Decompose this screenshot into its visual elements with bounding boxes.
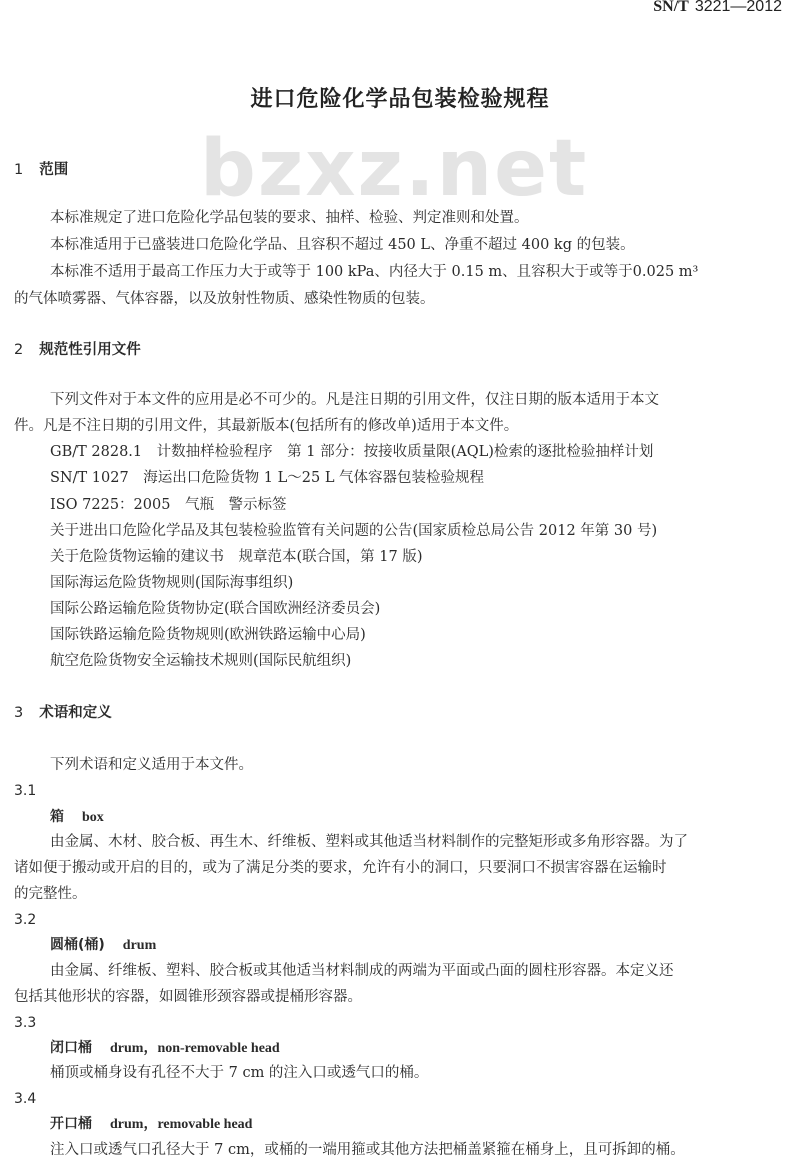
section-3-heading [14, 703, 112, 723]
reference-item: 关于危险货物运输的建议书 规章范本(联合国，第 17 版) [50, 549, 423, 565]
term-en: drum [122, 938, 157, 953]
section-number: 2 [14, 342, 24, 358]
reference-item: 国际公路运输危险货物协定(联合国欧洲经济委员会) [50, 601, 381, 617]
definition-line: 由金属、木材、胶合板、再生木、纤维板、塑料或其他适当材料制作的完整矩形或多角形容器。为了 [50, 834, 688, 850]
clause-number: 3.4 [14, 1091, 37, 1107]
section-title: 范围 [39, 162, 69, 178]
reference-item: 国际海运危险货物规则(国际海事组织) [50, 575, 294, 591]
term-heading [50, 807, 104, 828]
reference-item: 航空危险货物安全运输技术规则(国际民航组织) [50, 653, 352, 669]
standard-code: 3221—2012 [694, 0, 782, 15]
paragraph: 本标准规定了进口危险化学品包装的要求、抽样、检验、判定准则和处置。 [50, 210, 529, 226]
term-en: drum，removable head [110, 1117, 253, 1132]
paragraph: 本标准不适用于最高工作压力大于或等于 100 kPa、内径大于 0.15 m、且容积大于或等于0.025 m³ [50, 264, 699, 280]
term-en: drum，non-removable head [110, 1041, 280, 1056]
term-heading [50, 1038, 280, 1059]
document-title: 进口危险化学品包装检验规程 [250, 87, 550, 112]
definition-line: 包括其他形状的容器，如圆锥形颈容器或提桶形容器。 [14, 989, 362, 1005]
definition-line: 诸如便于搬动或开启的目的，或为了满足分类的要求，允许有小的洞口，只要洞口不损害容器在运输时 [14, 860, 667, 876]
watermark: bzxz.net [200, 124, 589, 214]
paragraph: 的气体喷雾器、气体容器，以及放射性物质、感染性物质的包装。 [14, 291, 435, 307]
section-number: 1 [14, 162, 24, 178]
section-title: 术语和定义 [39, 705, 112, 721]
section-2-heading [14, 340, 141, 360]
section-1-heading [14, 160, 68, 180]
paragraph: 下列文件对于本文件的应用是必不可少的。凡是注日期的引用文件，仅注日期的版本适用于本文 [50, 392, 659, 408]
definition-line: 注入口或透气口孔径大于 7 cm，或桶的一端用箍或其他方法把桶盖紧箍在桶身上，且可拆卸的桶。 [50, 1142, 685, 1158]
reference-item: 关于进出口危险化学品及其包装检验监管有关问题的公告(国家质检总局公告 2012 年第 30 号) [50, 523, 658, 539]
reference-item: ISO 7225：2005 气瓶 警示标签 [50, 497, 287, 513]
reference-item: GB/T 2828.1 计数抽样检验程序 第 1 部分：按接收质量限(AQL)检索的逐批检验抽样计划 [50, 444, 654, 460]
clause-number: 3.2 [14, 912, 37, 928]
definition-line: 的完整性。 [14, 886, 87, 902]
term-zh: 开口桶 [50, 1116, 92, 1132]
paragraph: 本标准适用于已盛装进口危险化学品、且容积不超过 450 L、净重不超过 400 kg 的包装。 [50, 237, 635, 253]
definition-line: 桶顶或桶身设有孔径不大于 7 cm 的注入口或透气口的桶。 [50, 1065, 429, 1081]
term-zh: 箱 [50, 809, 64, 825]
reference-item: 国际铁路运输危险货物规则(欧洲铁路运输中心局) [50, 627, 366, 643]
clause-number: 3.3 [14, 1015, 37, 1031]
paragraph: 件。凡是不注日期的引用文件，其最新版本(包括所有的修改单)适用于本文件。 [14, 418, 519, 434]
term-heading [50, 1114, 252, 1135]
term-en: box [82, 810, 104, 825]
term-heading [50, 935, 156, 956]
paragraph: 下列术语和定义适用于本文件。 [50, 757, 253, 773]
standard-prefix: SN/T [653, 0, 689, 15]
term-zh: 闭口桶 [50, 1040, 92, 1056]
section-number: 3 [14, 705, 24, 721]
standard-number [653, 0, 782, 16]
term-zh: 圆桶(桶) [50, 937, 105, 953]
definition-line: 由金属、纤维板、塑料、胶合板或其他适当材料制成的两端为平面或凸面的圆柱形容器。本定义还 [50, 963, 674, 979]
section-title: 规范性引用文件 [39, 342, 141, 358]
clause-number: 3.1 [14, 783, 37, 799]
reference-item: SN/T 1027 海运出口危险货物 1 L～25 L 气体容器包装检验规程 [50, 470, 485, 486]
